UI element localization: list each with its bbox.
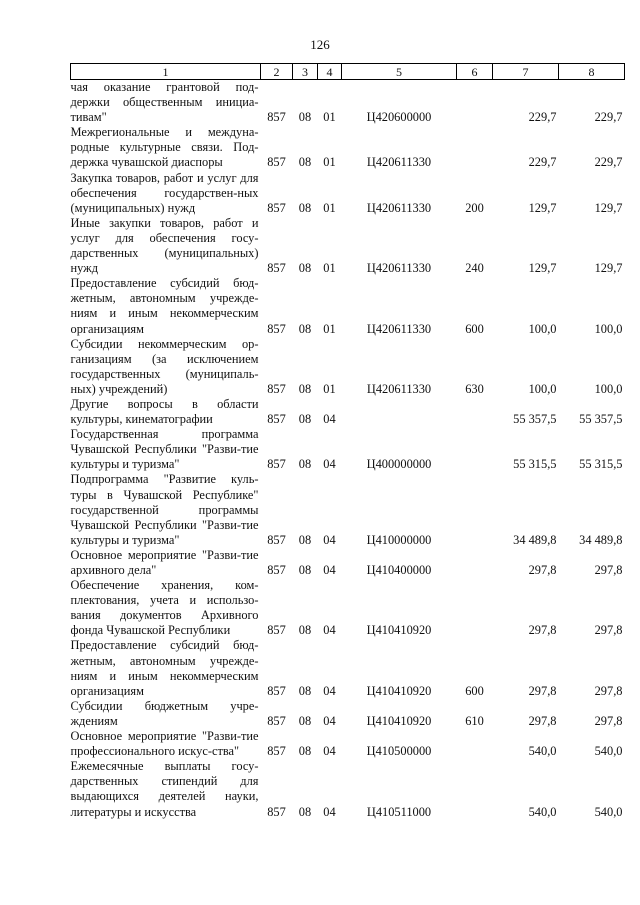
table-row [71,80,625,126]
row-expense-type: 200 [465,200,484,215]
row-target-article: Ц420611330 [366,321,432,336]
row-target-article: Ц420611330 [366,155,432,170]
row-ministry-code: 857 [267,563,286,577]
row-section-code: 08 [298,155,312,170]
row-amount-year1: 540,0 [528,744,557,759]
table-row [71,472,625,547]
row-section-code: 08 [298,110,312,125]
table-row [71,171,625,216]
row-name-cell: Основное мероприятие "Разви-тие профессионального искус-ства" [70,729,259,759]
row-target-article: Ц410410920 [366,623,432,638]
row-subsection-code: 01 [323,110,336,125]
row-subsection-code: 01 [323,155,336,170]
row-ministry-code: 857 [267,713,286,728]
row-amount-year2: 297,8 [594,623,623,638]
row-name-cell: Обеспечение хранения, ком-плектования, учета и использо-вания документов Архивного фонда Чувашской Республики [70,578,259,638]
row-amount-year1: 297,8 [528,623,557,638]
row-section-code: 08 [298,381,312,396]
row-amount-year2: 229,7 [594,110,623,125]
table-row [71,578,625,638]
header-col-4: 4 [318,64,342,80]
budget-table [70,63,625,820]
row-section-code: 08 [298,563,312,577]
row-name-cell: Ежемесячные выплаты госу-дарственных стипендий для выдающихся деятелей науки, литературы и искусства [70,759,259,819]
row-amount-year1: 540,0 [528,804,557,819]
row-subsection-code: 04 [323,457,336,472]
row-ministry-code: 857 [267,381,286,396]
row-name-cell: Субсидии некоммерческим ор-ганизациям (за исключением государственных (муниципаль-ных) учреждений) [70,336,259,396]
row-subsection-code: 04 [323,804,336,819]
header-col-7: 7 [493,64,559,80]
row-subsection-code: 01 [323,381,336,396]
row-expense-type: 600 [465,321,484,336]
row-section-code: 08 [298,532,312,547]
header-col-1: 1 [71,64,261,80]
row-ministry-code: 857 [267,110,286,125]
row-amount-year1: 100,0 [528,321,557,336]
row-subsection-code: 04 [323,563,336,577]
row-amount-year1: 55 315,5 [513,457,557,472]
row-subsection-code: 04 [323,532,336,547]
row-amount-year2: 540,0 [594,744,623,759]
row-subsection-code: 01 [323,321,336,336]
row-amount-year1: 129,7 [528,261,557,276]
row-ministry-code: 857 [267,155,286,170]
row-name-cell: Межрегиональные и междуна-родные культурные связи. Под-держка чувашской диаспоры [70,125,259,170]
table-row [71,276,625,336]
row-amount-year1: 297,8 [528,563,557,577]
row-section-code: 08 [298,457,312,472]
row-amount-year2: 55 357,5 [579,412,623,427]
table-row [71,125,625,170]
row-target-article: Ц420611330 [366,261,432,276]
row-target-article: Ц400000000 [366,457,432,472]
row-amount-year2: 297,8 [594,713,623,728]
row-expense-type [457,548,493,578]
row-amount-year1: 55 357,5 [513,412,557,427]
row-name-cell: Предоставление субсидий бюд-жетным, автономным учрежде-ниям и иным некоммерческим организациям [70,276,259,336]
row-ministry-code: 857 [267,261,286,276]
row-section-code: 08 [298,412,312,427]
row-expense-type [457,80,493,126]
row-subsection-code: 04 [323,683,336,698]
row-subsection-code: 04 [323,412,336,427]
row-amount-year1: 297,8 [528,683,557,698]
header-col-8: 8 [559,64,625,80]
row-name-cell: Закупка товаров, работ и услуг для обеспечения государствен-ных (муниципальных) нужд [70,170,259,215]
row-name-cell: Основное мероприятие "Разви-тие архивного дела" [70,547,259,577]
row-amount-year1: 129,7 [528,200,557,215]
row-amount-year2: 100,0 [594,321,623,336]
table-row [71,427,625,472]
row-amount-year1: 100,0 [528,381,557,396]
row-ministry-code: 857 [267,412,286,427]
header-col-3: 3 [293,64,318,80]
row-amount-year2: 129,7 [594,200,623,215]
table-row [71,337,625,397]
row-target-article: Ц410400000 [366,563,432,577]
row-section-code: 08 [298,321,312,336]
row-target-article: Ц410410920 [366,683,432,698]
row-expense-type [457,125,493,170]
table-header [71,64,625,80]
row-target-article: Ц420611330 [366,200,432,215]
row-amount-year1: 34 489,8 [513,532,557,547]
row-amount-year2: 540,0 [594,804,623,819]
table-row [71,729,625,759]
row-expense-type: 600 [465,683,484,698]
row-name-cell: Государственная программа Чувашской Республики "Разви-тие культуры и туризма" [70,427,259,472]
table-row [71,216,625,276]
row-target-article: Ц410511000 [366,804,432,819]
row-amount-year2: 229,7 [594,155,623,170]
table-row [71,699,625,729]
row-target-article: Ц410410920 [366,713,432,728]
row-amount-year1: 297,8 [528,713,557,728]
table-row [71,397,625,427]
row-expense-type [457,427,493,472]
row-amount-year2: 129,7 [594,261,623,276]
row-ministry-code: 857 [267,532,286,547]
row-subsection-code: 04 [323,623,336,638]
row-expense-type [457,578,493,638]
row-name-cell: Субсидии бюджетным учре-ждениям [70,698,259,728]
row-expense-type: 610 [465,713,484,728]
row-target-article: Ц410000000 [366,532,432,547]
table-row [71,548,625,578]
row-amount-year2: 297,8 [594,683,623,698]
row-ministry-code: 857 [267,744,286,759]
row-section-code: 08 [298,261,312,276]
row-section-code: 08 [298,683,312,698]
row-amount-year1: 229,7 [528,110,557,125]
row-target-article: Ц420600000 [366,110,432,125]
row-ministry-code: 857 [267,623,286,638]
row-target-article [342,397,457,427]
row-section-code: 08 [298,804,312,819]
row-ministry-code: 857 [267,321,286,336]
row-section-code: 08 [298,200,312,215]
row-amount-year2: 100,0 [594,381,623,396]
row-amount-year1: 229,7 [528,155,557,170]
header-col-6: 6 [457,64,493,80]
header-col-2: 2 [261,64,293,80]
row-section-code: 08 [298,713,312,728]
header-col-5: 5 [342,64,457,80]
row-name-cell: Предоставление субсидий бюд-жетным, автономным учрежде-ниям и иным некоммерческим организациям [70,638,259,698]
row-target-article: Ц410500000 [366,744,432,759]
row-name-cell: чая оказание грантовой под-держки общественным инициа-тивам" [70,80,259,125]
row-name-cell: Иные закупки товаров, работ и услуг для обеспечения госу-дарственных (муниципальных) нужд [70,215,259,276]
row-section-code: 08 [298,623,312,638]
row-ministry-code: 857 [267,683,286,698]
row-expense-type [457,759,493,819]
row-expense-type: 630 [465,381,484,396]
row-ministry-code: 857 [267,804,286,819]
row-ministry-code: 857 [267,200,286,215]
row-amount-year2: 55 315,5 [579,457,623,472]
row-expense-type [457,397,493,427]
row-target-article: Ц420611330 [366,381,432,396]
table-row [71,638,625,698]
table-row [71,759,625,819]
row-subsection-code: 01 [323,261,336,276]
page-number: 126 [310,37,330,52]
row-name-cell: Подпрограмма "Развитие куль-туры в Чувашской Республике" государственной программы Чувашской Республики "Разви-тие культуры и туризма" [70,472,259,547]
row-expense-type [457,729,493,759]
row-expense-type [457,472,493,547]
header-row [71,64,625,80]
row-amount-year2: 297,8 [594,563,623,577]
row-subsection-code: 01 [323,200,336,215]
table-body [71,80,625,820]
row-expense-type: 240 [465,261,484,276]
row-subsection-code: 04 [323,744,336,759]
row-section-code: 08 [298,744,312,759]
row-subsection-code: 04 [323,713,336,728]
row-name-cell: Другие вопросы в области культуры, кинематографии [70,396,259,427]
row-amount-year2: 34 489,8 [579,532,623,547]
row-ministry-code: 857 [267,457,286,472]
